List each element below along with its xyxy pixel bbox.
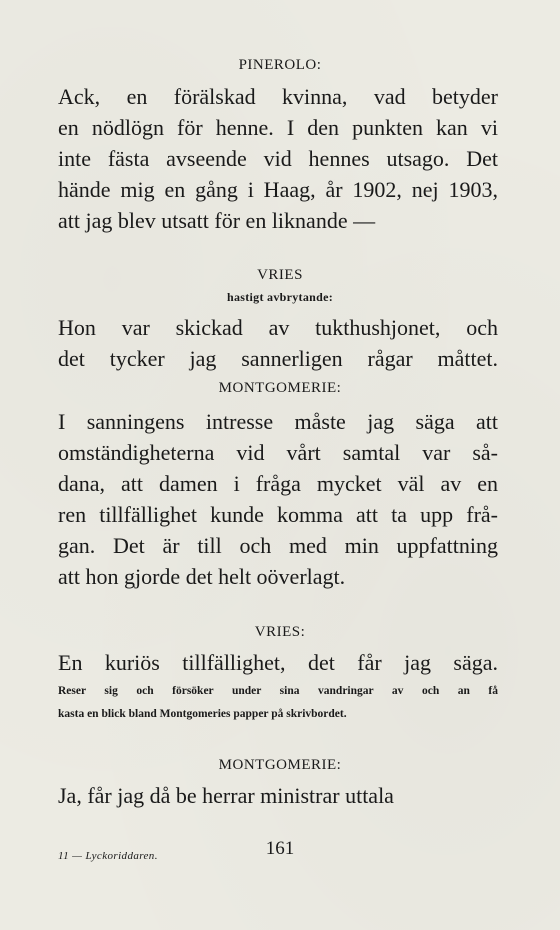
speaker-montgomerie: MONTGOMERIE: bbox=[218, 757, 342, 773]
dialogue-line: I sanningens intresse måste jag säga att bbox=[58, 409, 498, 434]
dialogue-line: En kuriös tillfällighet, det får jag säga. bbox=[58, 650, 498, 675]
printer-signature: 11 — Lyckoriddaren. bbox=[58, 850, 158, 862]
dialogue-line: en nödlögn för henne. I den punkten kan vi bbox=[58, 115, 498, 140]
dialogue-line: Ja, får jag då be herrar ministrar uttala bbox=[58, 783, 394, 808]
speaker-montgomerie: MONTGOMERIE: bbox=[218, 380, 342, 396]
dialogue-line: gan. Det är till och med min uppfattning bbox=[58, 533, 498, 558]
dialogue-line: ren tillfällighet kunde komma att ta upp frå- bbox=[58, 502, 498, 527]
dialogue-line: dana, att damen i fråga mycket väl av en bbox=[58, 471, 498, 496]
dialogue-line: Hon var skickad av tukthushjonet, och bbox=[58, 315, 498, 340]
speaker-pinerolo: PINEROLO: bbox=[238, 57, 322, 73]
dialogue-line: att hon gjorde det helt oöverlagt. bbox=[58, 564, 346, 589]
page-number: 161 bbox=[265, 838, 295, 859]
dialogue-line: att jag blev utsatt för en liknande — bbox=[58, 208, 376, 233]
stage-direction: hastigt avbrytande: bbox=[226, 290, 334, 304]
dialogue-line: Ack, en förälskad kvinna, vad betyder bbox=[58, 84, 498, 109]
dialogue-line: hände mig en gång i Haag, år 1902, nej 1903, bbox=[58, 177, 498, 202]
stage-direction: Reser sig och försöker under sina vandringar av och an få bbox=[58, 685, 498, 697]
dialogue-line: det tycker jag sannerligen rågar måttet. bbox=[58, 346, 498, 371]
stage-direction: kasta en blick bland Montgomeries papper på skrivbordet. bbox=[58, 708, 347, 720]
speaker-vries: VRIES bbox=[257, 267, 303, 283]
dialogue-line: inte fästa avseende vid hennes utsago. Det bbox=[58, 146, 498, 171]
speaker-vries: VRIES: bbox=[254, 624, 306, 640]
dialogue-line: omständigheterna vid vårt samtal var så- bbox=[58, 440, 498, 465]
